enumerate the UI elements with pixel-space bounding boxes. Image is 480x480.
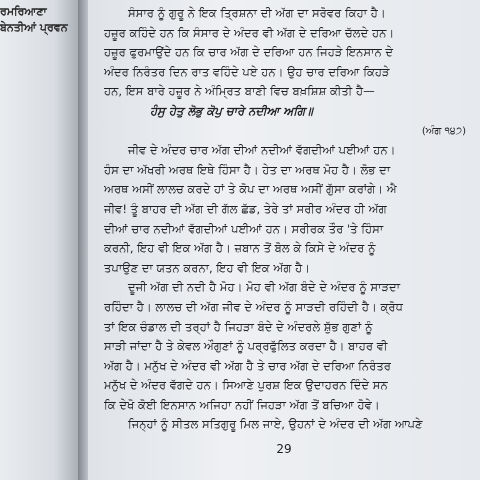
text-line: ਕਰਨੀ, ਇਹ ਵੀ ਇਕ ਅੱਗ ਹੈ। ਜ਼ਬਾਨ ਤੋਂ ਬੋਲ ਕੇ ਕਿਸੇ ਦੇ ਅੰਦਰ ਨੂੰ xyxy=(104,241,376,256)
text-line: ਅੰਦਰ ਨਿਰੰਤਰ ਦਿਨ ਰਾਤ ਵਹਿੰਦੇ ਪਏ ਹਨ। ਉਹ ਚਾਰ ਦਰਿਆ ਕਿਹੜੇ xyxy=(104,64,390,79)
verse-source: (ਅੰਗ ੧੪੭) xyxy=(421,125,466,137)
text-line: ਅਰਥ ਅਸੀਂ ਲਾਲਚ ਕਰਦੇ ਹਾਂ ਤੇ ਕੋਪ ਦਾ ਅਰਥ ਅਸੀਂ ਗੁੱਸਾ ਕਰਾਂਗੇ। ਐ xyxy=(104,182,397,197)
book-page xyxy=(88,0,480,480)
text-line: ਦੂਜੀ ਅੱਗ ਦੀ ਨਦੀ ਹੈ ਮੋਹ। ਮੋਹ ਵੀ ਅੱਗ ਬੰਦੇ ਦੇ ਅੰਦਰ ਨੂੰ ਸਾੜਦਾ xyxy=(128,280,401,295)
left-page-line: ਬੇਨਤੀਆਂ ਪ੍ਰਵਨ xyxy=(0,21,68,34)
scripture-verse: ਹੰਸੁ ਹੇਤੁ ਲੋਭੁ ਕੋਪੁ ਚਾਰੇ ਨਦੀਆ ਅਗਿ॥ xyxy=(150,103,313,118)
page-body xyxy=(104,4,472,435)
text-line: ਜਿਨ੍ਹਾਂ ਨੂੰ ਸੀਤਲ ਸਤਿਗੁਰੂ ਮਿਲ ਜਾਏ, ਉਹਨਾਂ ਦੇ ਅੰਦਰ ਦੀ ਅੱਗ ਆਪਣੇ xyxy=(128,417,423,432)
left-page xyxy=(0,0,78,480)
left-page-text xyxy=(0,4,74,36)
text-line: ਹਜ਼ੂਰ ਫੁਰਮਾਉਂਦੇ ਹਨ ਕਿ ਚਾਰ ਅੱਗ ਦੇ ਦਰਿਆ ਹਨ ਜਿਹੜੇ ਇਨਸਾਨ ਦੇ xyxy=(104,45,394,60)
text-line: ਜੀਵ ਦੇ ਅੰਦਰ ਚਾਰ ਅੱਗ ਦੀਆਂ ਨਦੀਆਂ ਵੱਗਦੀਆਂ ਪਈਆਂ ਹਨ। xyxy=(128,143,396,158)
text-line: ਦੀਆਂ ਚਾਰ ਨਦੀਆਂ ਵੱਗਦੀਆਂ ਪਈਆਂ ਹਨ। ਸਰੀਰਕ ਤੌਰ 'ਤੇ ਹਿੰਸਾ xyxy=(104,221,384,236)
text-line: ਜੀਵ! ਤੂੰ ਬਾਹਰ ਦੀ ਅੱਗ ਦੀ ਗੱਲ ਛੱਡ, ਤੇਰੇ ਤਾਂ ਸਰੀਰ ਅੰਦਰ ਹੀ ਅੱਗ xyxy=(104,201,387,216)
text-line: ਸੰਸਾਰ ਨੂੰ ਗੁਰੂ ਨੇ ਇਕ ਤ੍ਰਿਸ਼ਨਾ ਦੀ ਅੱਗ ਦਾ ਸਰੋਵਰ ਕਿਹਾ ਹੈ। xyxy=(128,6,386,20)
left-page-line: ਰਮਰਿਆਣਾ xyxy=(0,5,47,18)
text-line: ਰਹਿੰਦਾ ਹੈ। ਲਾਲਚ ਦੀ ਅੱਗ ਜੀਵ ਦੇ ਅੰਦਰ ਨੂੰ ਸਾੜਦੀ ਰਹਿੰਦੀ ਹੈ। ਕ੍ਰੋਧ xyxy=(104,299,403,314)
text-line: ਹਜ਼ੂਰ ਕਹਿੰਦੇ ਹਨ ਕਿ ਸੰਸਾਰ ਦੇ ਅੰਦਰ ਵੀ ਅੱਗ ਦੇ ਦਰਿਆ ਚੱਲਦੇ ਹਨ। xyxy=(104,25,395,40)
text-line: ਹੰਸ ਦਾ ਅੱਖਰੀ ਅਰਥ ਇਥੇ ਹਿੰਸਾ ਹੈ। ਹੇਤ ਦਾ ਅਰਥ ਮੋਹ ਹੈ। ਲੋਭ ਦਾ xyxy=(104,162,391,177)
text-line: ਤਾਂ ਇਕ ਚੰਡਾਲ ਦੀ ਤਰ੍ਹਾਂ ਹੈ ਜਿਹੜਾ ਬੰਦੇ ਦੇ ਅੰਦਰਲੇ ਸ਼ੁੱਭ ਗੁਣਾਂ ਨੂੰ xyxy=(104,319,373,334)
text-line: ਤਪਾਉਣ ਦਾ ਯਤਨ ਕਰਨਾ, ਇਹ ਵੀ ਇਕ ਅੱਗ ਹੈ। xyxy=(104,260,311,275)
text-line: ਮਨੁੱਖ ਦੇ ਅੰਦਰ ਵੱਗਦੇ ਹਨ। ਸਿਆਣੇ ਪੁਰਸ਼ ਇਕ ਉਦਾਹਰਨ ਦਿੰਦੇ ਸਨ xyxy=(104,378,388,393)
page-number: 29 xyxy=(276,442,292,456)
text-line: ਅੱਗ ਹੈ। ਮਨੁੱਖ ਦੇ ਅੰਦਰ ਵੀ ਅੱਗ ਹੈ ਤੇ ਚਾਰ ਅੱਗ ਦੇ ਦਰਿਆ ਨਿਰੰਤਰ xyxy=(104,358,391,373)
text-line: ਕਿ ਦੇਖੋ ਕੋਈ ਇਨਸਾਨ ਅਜਿਹਾ ਨਹੀਂ ਜਿਹੜਾ ਅੱਗ ਤੋਂ ਬਚਿਆ ਹੋਵੇ। xyxy=(104,397,380,412)
text-line: ਸਾੜੀ ਜਾਂਦਾ ਹੈ ਤੇ ਕੇਵਲ ਔਗੁਣਾਂ ਨੂੰ ਪਰ੍ਰਫੁੱਲਿਤ ਕਰਦਾ ਹੈ। ਬਾਹਰ ਵੀ xyxy=(104,339,388,354)
text-line: ਹਨ, ਇਸ ਬਾਰੇ ਹਜ਼ੂਰ ਨੇ ਅੰਮ੍ਰਿਤ ਬਾਣੀ ਵਿਚ ਬਖ਼ਸ਼ਿਸ਼ ਕੀਤੀ ਹੈ— xyxy=(104,84,375,99)
